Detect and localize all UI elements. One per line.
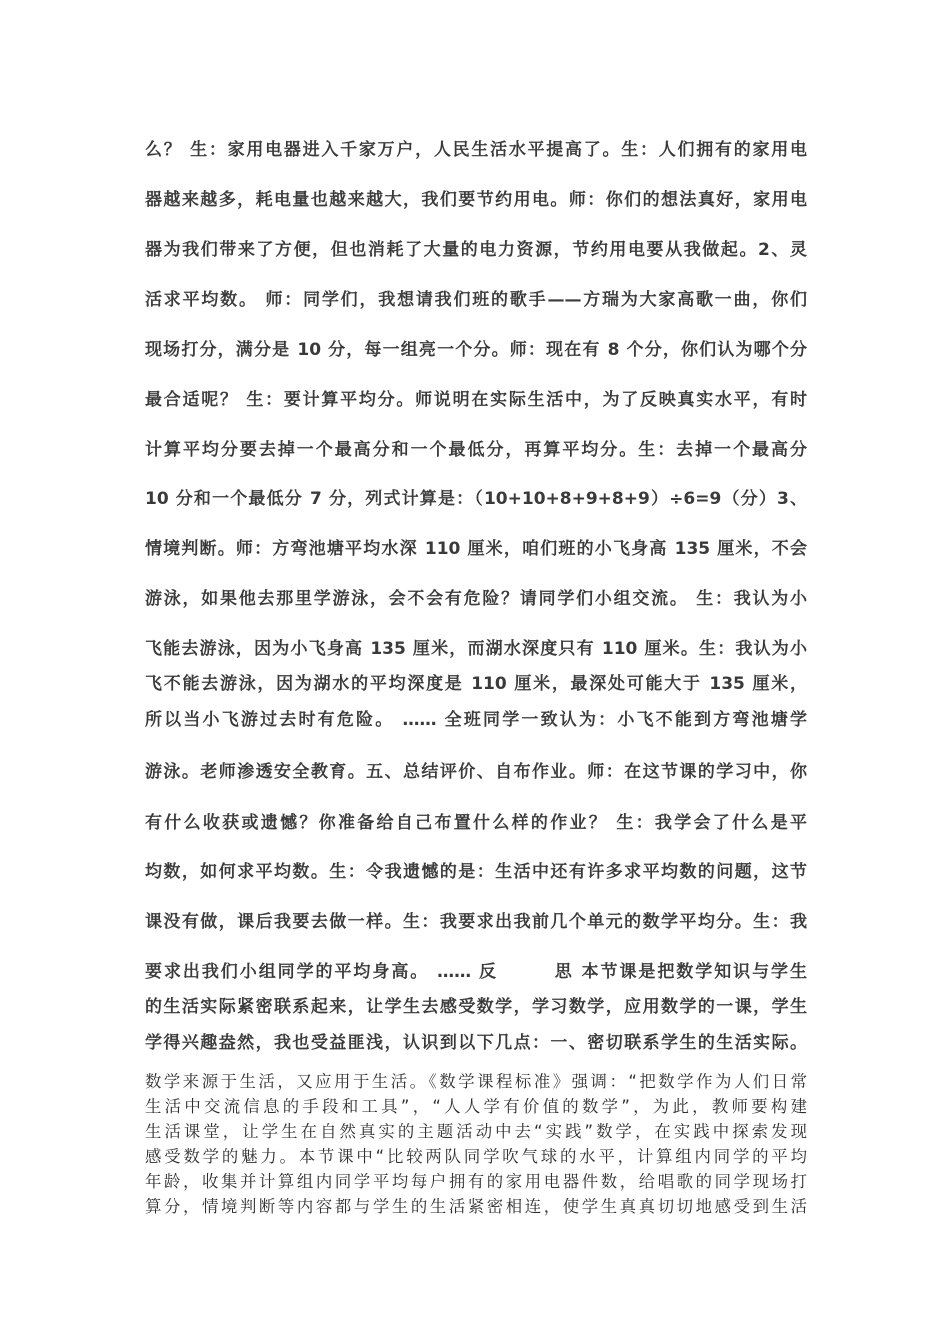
text-line: 感受数学的魅力。本节课中“比较两队同学吹气球的水平，计算组内同学的平均	[145, 1147, 807, 1166]
text-line: 活求平均数。 师：同学们，我想请我们班的歌手——方瑞为大家高歌一曲，你们	[145, 290, 807, 310]
text-line: 么？ 生：家用电器进入千家万户，人民生活水平提高了。生：人们拥有的家用电	[145, 140, 807, 160]
text-line: 10 分和一个最低分 7 分，列式计算是：（10+10+8+9+8+9）÷6=9（分）3、	[145, 489, 807, 509]
text-line: 学得兴趣盎然，我也受益匪浅，认识到以下几点：一、密切联系学生的生活实际。	[145, 1033, 807, 1053]
text-line: 最合适呢？ 生：要计算平均分。师说明在实际生活中，为了反映真实水平，有时	[145, 390, 807, 410]
text-line: 计算平均分要去掉一个最高分和一个最低分，再算平均分。生：去掉一个最高分	[145, 440, 807, 460]
text-line: 要求出我们小组同学的平均身高。 …… 反 思 本节课是把数学知识与学生	[145, 962, 807, 982]
text-line: 课没有做，课后我要去做一样。生：我要求出我前几个单元的数学平均分。生：我	[145, 912, 807, 932]
text-line: 的生活实际紧密联系起来，让学生去感受数学，学习数学，应用数学的一课，学生	[145, 997, 807, 1017]
text-line: 飞能去游泳，因为小飞身高 135 厘米，而湖水深度只有 110 厘米。生：我认为小	[145, 639, 807, 659]
text-line: 飞不能去游泳，因为湖水的平均深度是 110 厘米，最深处可能大于 135 厘米，	[145, 674, 807, 694]
text-line: 现场打分，满分是 10 分，每一组亮一个分。师：现在有 8 个分，你们认为哪个分	[145, 340, 807, 360]
text-line: 游泳，如果他去那里学游泳，会不会有危险？请同学们小组交流。 生：我认为小	[145, 589, 807, 609]
text-line: 数学来源于生活，又应用于生活。《数学课程标准》强调：“把数学作为人们日常	[145, 1072, 807, 1091]
text-line: 算分，情境判断等内容都与学生的生活紧密相连，使学生真真切切地感受到生活	[145, 1197, 807, 1216]
text-line: 均数，如何求平均数。生：令我遗憾的是：生活中还有许多求平均数的问题，这节	[145, 862, 807, 882]
text-line: 情境判断。师：方弯池塘平均水深 110 厘米，咱们班的小飞身高 135 厘米，不会	[145, 539, 807, 559]
text-line: 器越来越多，耗电量也越来越大，我们要节约用电。师：你们的想法真好，家用电	[145, 190, 807, 210]
text-line: 所以当小飞游过去时有危险。 …… 全班同学一致认为：小飞不能到方弯池塘学	[145, 710, 807, 730]
text-line: 生活中交流信息的手段和工具”，“人人学有价值的数学”，为此，教师要构建	[145, 1097, 807, 1116]
text-line: 游泳。老师渗透安全教育。五、总结评价、自布作业。师：在这节课的学习中，你	[145, 762, 807, 782]
text-line: 器为我们带来了方便，但也消耗了大量的电力资源，节约用电要从我做起。2、灵	[145, 240, 807, 260]
text-line: 有什么收获或遗憾？你准备给自己布置什么样的作业？ 生：我学会了什么是平	[145, 813, 807, 833]
text-line: 年龄，收集并计算组内同学平均每户拥有的家用电器件数，给唱歌的同学现场打	[145, 1172, 807, 1191]
text-line: 生活课堂，让学生在自然真实的主题活动中去“实践”数学，在实践中探索发现	[145, 1122, 807, 1141]
